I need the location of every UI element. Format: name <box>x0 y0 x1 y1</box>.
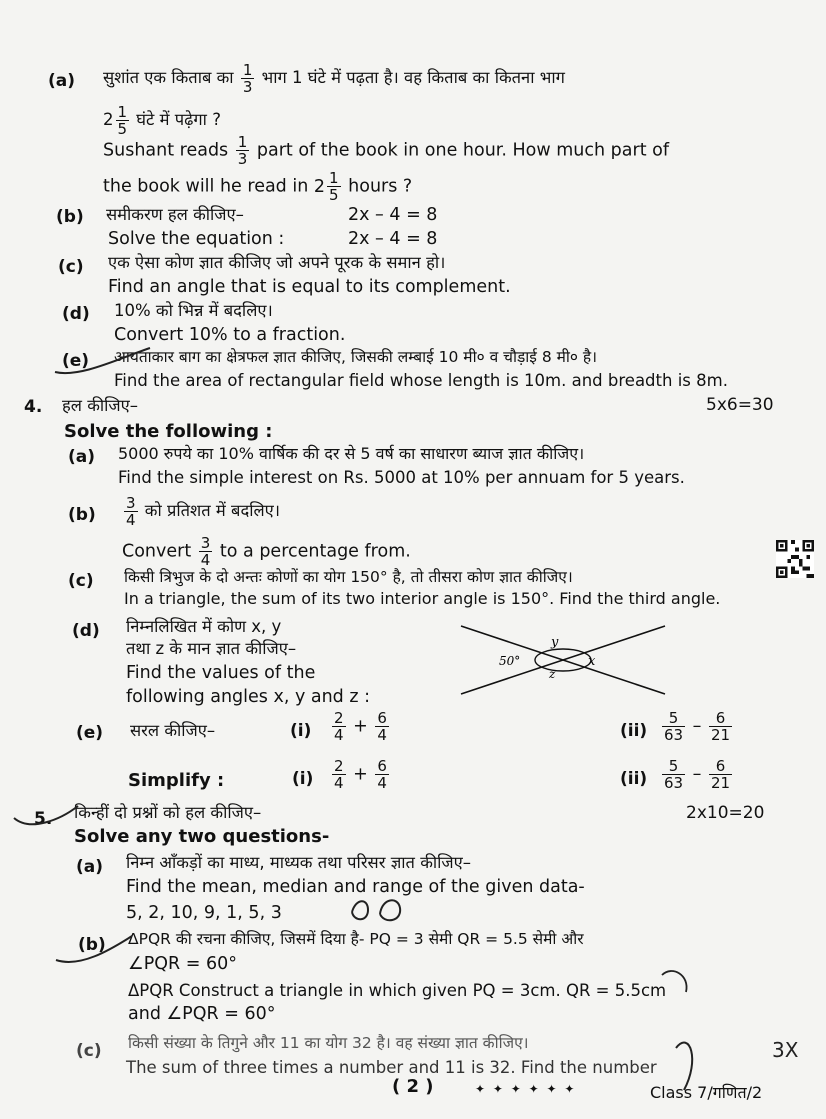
question-hindi-text: ΔPQR की रचना कीजिए, जिसमें दिया है- PQ = 3 सेमी QR = 5.5 सेमी और <box>128 930 584 948</box>
angle-label-50: 50° <box>499 654 521 668</box>
question-hindi-text: किसी संख्या के तिगुने और 11 का योग 32 है। वह संख्या ज्ञात कीजिए। <box>128 1034 529 1052</box>
marks-allocation: 2x10=20 <box>686 803 765 823</box>
question-label: (b) <box>56 207 84 227</box>
fraction: $\frac{1}{3}$ <box>242 61 253 96</box>
equation: 2x – 4 = 8 <box>348 229 438 249</box>
sub-label: (i) <box>292 769 314 789</box>
question-label: (c) <box>76 1041 102 1061</box>
question-hindi-text: 10% को भिन्न में बदलिए। <box>114 301 273 320</box>
question-english-text: the book will he read in 2 $\frac{1}{5}$ hours ? <box>103 169 413 204</box>
handwritten-note: 3X <box>772 1038 799 1062</box>
question-hindi-text: एक ऐसा कोण ज्ञात कीजिए जो अपने पूरक के समान हो। <box>108 253 446 272</box>
question-label: (a) <box>76 857 104 877</box>
question-hindi-text: 2 $\frac{1}{5}$ घंटे में पढ़ेगा ? <box>103 103 221 138</box>
question-label: (a) <box>68 447 96 467</box>
question-english-text: Find the area of rectangular field whose length is 10m. and breadth is 8m. <box>114 371 728 390</box>
question-hindi-text: निम्नलिखित में कोण x, y <box>126 617 282 636</box>
question-label: (d) <box>62 304 90 324</box>
question-hindi-text: सुशांत एक किताब का $\frac{1}{3}$ भाग 1 घंटे में पढ़ता है। वह किताब का कितना भाग <box>103 61 565 96</box>
question-label: (d) <box>72 621 100 641</box>
section-english-heading: Solve any two questions- <box>74 826 330 847</box>
expression: $\frac{5}{63}$ – $\frac{6}{21}$ <box>664 757 731 792</box>
sub-label: (i) <box>290 721 312 741</box>
question-label: (b) <box>78 935 106 955</box>
question-hindi-text: $\frac{3}{4}$ को प्रतिशत में बदलिए। <box>126 494 281 529</box>
marks-allocation: 5x6=30 <box>706 395 774 415</box>
question-english-text: Sushant reads $\frac{1}{3}$ part of the book in one hour. How much part of <box>103 133 669 168</box>
mixed-fraction: 2 $\frac{1}{5}$ <box>103 103 128 138</box>
question-hindi-text: निम्न आँकड़ों का माध्य, माध्यक तथा परिसर ज्ञात कीजिए– <box>126 853 472 872</box>
section-english-heading: Solve the following : <box>64 421 273 442</box>
mixed-fraction: 2 $\frac{1}{5}$ <box>313 169 339 204</box>
footer-stars: ✦ ✦ ✦ ✦ ✦ ✦ <box>475 1082 577 1096</box>
question-english-text: Convert 10% to a fraction. <box>114 325 346 345</box>
section-hindi-heading: हल कीजिए– <box>62 396 139 415</box>
question-english-text: Find the mean, median and range of the given data- <box>126 877 585 897</box>
fraction: $\frac{1}{3}$ <box>237 133 248 168</box>
question-english-text: Find the values of the <box>126 663 316 683</box>
question-hindi-text: समीकरण हल कीजिए– <box>106 205 244 224</box>
question-english-text: ΔPQR Construct a triangle in which given PQ = 3cm. QR = 5.5cm <box>128 981 667 1000</box>
expression: $\frac{2}{4}$ + $\frac{6}{4}$ <box>334 709 387 744</box>
question-label: (e) <box>62 351 90 371</box>
equation: 2x – 4 = 8 <box>348 205 438 225</box>
question-hindi-text: किसी त्रिभुज के दो अन्तः कोणों का योग 150° है, तो तीसरा कोण ज्ञात कीजिए। <box>124 568 573 586</box>
sub-label: (ii) <box>620 721 648 741</box>
expression: $\frac{5}{63}$ – $\frac{6}{21}$ <box>664 709 731 744</box>
question-english-text: In a triangle, the sum of its two interior angle is 150°. Find the third angle. <box>124 589 721 608</box>
question-label: (c) <box>68 571 94 591</box>
question-english-text: Convert $\frac{3}{4}$ to a percentage from. <box>122 534 411 569</box>
question-english-text: following angles x, y and z : <box>126 687 371 707</box>
angle-label-y: y <box>551 635 559 650</box>
question-english-text: The sum of three times a number and 11 is 32. Find the number <box>126 1058 657 1077</box>
data-values: 5, 2, 10, 9, 1, 5, 3 <box>126 903 282 923</box>
question-hindi-text: 5000 रुपये का 10% वार्षिक की दर से 5 वर्ष का साधारण ब्याज ज्ञात कीजिए। <box>118 444 585 463</box>
angle-label-z: z <box>549 667 556 681</box>
expression: $\frac{2}{4}$ + $\frac{6}{4}$ <box>334 757 387 792</box>
sub-label: (ii) <box>620 769 648 789</box>
question-english-text: Find an angle that is equal to its complement. <box>108 277 511 297</box>
angle-label-x: x <box>588 654 596 669</box>
question-hindi-text: ∠PQR = 60° <box>128 954 237 974</box>
question-english-text: and ∠PQR = 60° <box>128 1004 276 1024</box>
question-number: 5. <box>34 809 53 829</box>
question-english-text: Solve the equation : <box>108 229 285 249</box>
question-hindi-text: आयताकार बाग का क्षेत्रफल ज्ञात कीजिए, जिसकी लम्बाई 10 मी० व चौड़ाई 8 मी० है। <box>114 348 597 366</box>
simplify-label: Simplify : <box>128 770 225 791</box>
page-number: ( 2 ) <box>392 1076 434 1097</box>
section-hindi-heading: किन्हीं दो प्रश्नों को हल कीजिए– <box>74 803 262 822</box>
question-hindi-text: तथा z के मान ज्ञात कीजिए– <box>126 639 297 658</box>
fraction: $\frac{3}{4}$ <box>126 494 136 529</box>
question-label: (e) <box>76 723 104 743</box>
intersecting-lines-figure <box>455 620 670 700</box>
question-number: 4. <box>24 397 43 417</box>
fraction: $\frac{3}{4}$ <box>200 534 211 569</box>
question-hindi-text: सरल कीजिए– <box>130 721 216 740</box>
qr-code-icon <box>776 540 814 578</box>
paper-code: Class 7/गणित/2 <box>650 1083 763 1102</box>
question-label: (a) <box>48 71 76 91</box>
question-label: (b) <box>68 505 96 525</box>
question-english-text: Find the simple interest on Rs. 5000 at 10% per annuam for 5 years. <box>118 468 685 487</box>
question-label: (c) <box>58 257 84 277</box>
